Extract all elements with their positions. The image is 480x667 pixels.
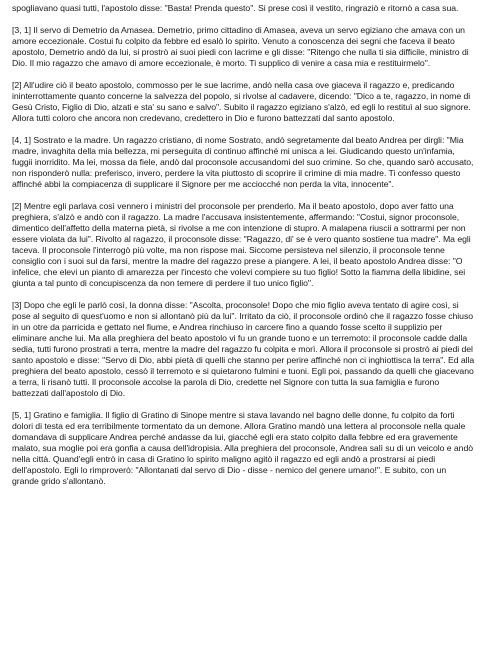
paragraph-3-1: [3, 1] Il servo di Demetrio da Amasea. Demetrio, primo cittadino di Amasea, aveva un servo egiziano che amava con un amore eccezionale. Costui fu colpito da febbre ed esalò lo spirito. Venuto a conoscenza dei segni che faceva il beato apostolo, Demetrio andò da lui, si prostrò ai suoi piedi con lacrime e gli disse: "Ritengo che nulla ti sia difficile, ministro di Dio. Il mio ragazzo che amavo di amore eccezionale, è morto. Ti supplico di venire a casa mia e restituirmelo". (12, 25, 469, 68)
paragraph-gap (12, 190, 475, 201)
paragraph-4-1: [4, 1] Sostrato e la madre. Un ragazzo cristiano, di nome Sostrato, andò segretamente dal beato Andrea per dirgli: "Mia madre, invaghita della mia bellezza, mi perseguita di continuo affinché mi unisca a lei. Giudicando questo un'infamia, fuggii inorridito. Ma lei, mossa da fiele, andò dal proconsole accusandomi del suo crimine. So che, quando sarò accusato, non risponderò nulla: preferisco, invero, perdere la vita piuttosto di scoprire il crimine di mia madre. Ti confesso questo affinché abbi la compiacenza di supplicare il Signore per me acciocché non perda la vita, innocente". (12, 135, 474, 189)
paragraph-3-2: [2] All'udire ciò il beato apostolo, commosso per le sue lacrime, andò nella casa ove giaceva il ragazzo e, predicando ininterrottamente quanto concerne la salvezza del popolo, si rivolse al cadavere, dicendo: "Dico a te, ragazzo, in nome di Gesù Cristo, Figlio di Dio, alzati e sta' su sano e salvo". Subito il ragazzo egiziano s'alzò, ed egli lo restituì al suo signore. Allora tutti coloro che ancora non credevano, credettero in Dio e furono battezzati dal santo apostolo. (12, 80, 471, 123)
paragraph-gap (12, 289, 475, 300)
paragraph-4-2: [2] Mentre egli parlava così vennero i ministri del proconsole per prenderlo. Ma il beato apostolo, dopo aver fatto una preghiera, s'alzò e andò con il ragazzo. La madre l'accusava insistentemente, affermando: "Costui, signor proconsole, dimentico dell'affetto della materna pietà, si rivolse a me con intenzione di stupro. A malapena riuscii a sottrarmi per non essere violata da lui". Rivolto al ragazzo, il proconsole disse: "Ragazzo, di' se è vero quanto sostiene tua madre". Ma egli taceva. Il proconsole l'interrogò più volte, ma non rispose mai. Siccome persisteva nel silenzio, il proconsole tenne consiglio con i suoi sul da farsi, mentre la madre del ragazzo prese a piangere. A lei, il beato apostolo Andrea disse: "O infelice, che elevi un pianto di amarezza per l'incesto che volevi compiere su tuo figlio! Sotto la fiamma della libidine, sei giunta a tal punto di concupiscenza da non temere di perdere il tuo unico figlio". (12, 201, 471, 288)
paragraph-continuation: spogliavano quasi tutti, l'apostolo disse: "Basta! Prenda questo". Si prese così il vestito, ringraziò e ritornò a casa sua. (12, 3, 459, 13)
paragraph-gap (12, 124, 475, 135)
paragraph-gap (12, 14, 475, 25)
paragraph-gap (12, 399, 475, 410)
paragraph-4-3: [3] Dopo che egli le parlò così, la donna disse: "Ascolta, proconsole! Dopo che mio figlio aveva tentato di agire così, si pose al seguito di quest'uomo e non si allontanò più da lui". Irritato da ciò, il proconsole ordinò che il ragazzo fosse chiuso in un otre da parricida e gettato nel fiume, e Andrea rinchiuso in carcere fino a quando fosse scelto il supplizio per eliminare anche lui. Ma alla preghiera del beato apostolo vi fu un grande tuono e un terremoto: il proconsole cadde dalla sedia, tutti furono prostrati a terra, mentre la madre del ragazzo fu colpita e morì. Allora il proconsole si prostrò ai piedi del santo apostolo e disse: "Servo di Dio, abbi pietà di quelli che stanno per perire affinché non ci inghiottisca la terra". Ed alla preghiera del beato apostolo, cessò il terremoto e si quietarono fulmini e tuoni. Egli poi, passando da quelli che giacevano a terra, li risanò tutti. Il proconsole accolse la parola di Dio, credette nel Signore con tutta la sua famiglia e furono battezzati dall'apostolo di Dio. (12, 300, 475, 398)
paragraph-gap (12, 69, 475, 80)
paragraph-5-1: [5, 1] Gratino e famiglia. Il figlio di Gratino di Sinope mentre si stava lavando nel bagno delle donne, fu colpito da forti dolori di testa ed era terribilmente tormentato da un demone. Allora Gratino mandò una lettera al proconsole nella quale domandava di supplicare Andrea perché andasse da lui, giacché egli era stato colpito dalla febbre ed era gravemente malato, sua moglie poi era gonfia a causa dell'idropisia. Alla preghiera del proconsole, Andrea salì su di un veicolo e andò nella città. Quand'egli entrò in casa di Gratino lo spirito maligno agitò il ragazzo ed egli andò a prostrarsi ai piedi dell'apostolo. Egli lo rimproverò: "Allontanati dal servo di Dio - disse - nemico del genere umano!". E subito, con un grande grido s'allontanò. (12, 410, 474, 486)
document-page (12, 3, 475, 487)
